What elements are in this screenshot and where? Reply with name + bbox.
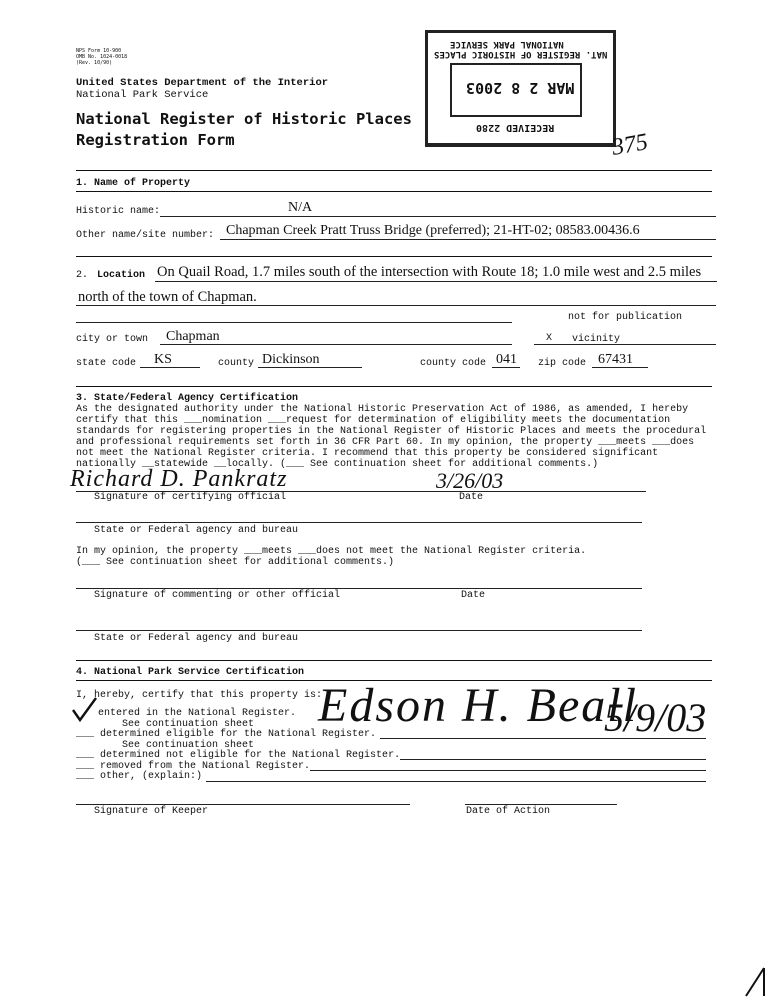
option-entered[interactable]: entered in the National Register. — [98, 708, 297, 719]
other-name-label: Other name/site number: — [76, 230, 215, 241]
not-for-publication-label: not for publication — [568, 312, 683, 323]
stamp-date: MAR 2 8 2003 — [466, 79, 575, 97]
opinion-line-2: (___ See continuation sheet for additional comments.) — [76, 557, 395, 568]
certifying-date-handwritten: 3/26/03 — [436, 468, 504, 493]
rule-section1 — [76, 191, 712, 192]
section1-heading: 1. Name of Property — [76, 178, 191, 189]
handwritten-number: 375 — [609, 129, 650, 161]
keeper-sig-label: Signature of Keeper — [94, 806, 209, 817]
city-value[interactable]: Chapman — [166, 329, 220, 344]
option-other[interactable]: ___ other, (explain:) — [76, 771, 203, 782]
street-line-1 — [155, 281, 717, 282]
agency-line-1 — [76, 522, 642, 523]
keeper-sig-line — [76, 804, 410, 805]
vicinity-mark[interactable]: X — [546, 333, 553, 344]
agency-line-2 — [76, 630, 642, 631]
section3-line-2: certify that this ___nomination ___request for determination of eligibility meets the documentation — [76, 415, 671, 426]
vicinity-label: vicinity — [572, 334, 621, 345]
section3-line-6: nationally __statewide __locally. (___ See continuation sheet for additional comments.) — [76, 459, 599, 470]
section2-heading: Location — [97, 270, 146, 281]
agency-label-1: State or Federal agency and bureau — [94, 525, 299, 536]
form-number: NPS Form 10-900 — [76, 48, 122, 54]
zip-line — [592, 367, 648, 368]
form-title: National Register of Historic Places — [76, 110, 412, 128]
county-code-value[interactable]: 041 — [496, 352, 517, 367]
form-subtitle: Registration Form — [76, 131, 235, 149]
commenting-sig-line — [76, 588, 642, 589]
other-name-line — [220, 239, 716, 240]
section4-heading: 4. National Park Service Certification — [76, 667, 305, 678]
omb-number: OMB No. 1024-0018 — [76, 54, 128, 60]
keeper-date-handwritten: 5/9/03 — [604, 695, 707, 740]
section3-heading: 3. State/Federal Agency Certification — [76, 393, 299, 404]
received-stamp — [425, 30, 616, 147]
stamp-register: NAT. REGISTER OF HISTORIC PLACES — [434, 49, 608, 59]
street-line-2 — [76, 305, 716, 306]
option-removed[interactable]: ___ removed from the National Register. — [76, 760, 311, 772]
county-code-label: county code — [420, 358, 487, 369]
county-label: county — [218, 358, 255, 369]
stamp-service: NATIONAL PARK SERVICE — [450, 39, 564, 49]
section3-line-1: As the designated authority under the National Historic Preservation Act of 1986, as amended, I hereby — [76, 404, 689, 415]
commenting-sig-label: Signature of commenting or other official — [94, 590, 341, 601]
section3-paragraph — [76, 404, 706, 470]
zip-value[interactable]: 67431 — [598, 352, 633, 367]
city-label: city or town — [76, 334, 149, 345]
not-eligible-line — [400, 759, 706, 760]
continuation-sheet-2[interactable]: See continuation sheet — [122, 739, 255, 751]
form-revision: (Rev. 10/90) — [76, 60, 113, 66]
action-date-line — [465, 804, 617, 805]
other-name-value[interactable]: Chapman Creek Pratt Truss Bridge (preferred); 21-HT-02; 08583.00436.6 — [226, 223, 640, 238]
rule-section2-top — [76, 256, 712, 257]
section3-line-5: not meet the National Register criteria. I recommend that this property be considered significant — [76, 448, 659, 459]
section2-number: 2. — [76, 270, 89, 281]
section3-line-4: and professional requirements set forth in 36 CFR Part 60. In my opinion, the property ___meets ___does — [76, 437, 695, 448]
state-code-line — [140, 367, 200, 368]
commenting-date-label: Date — [461, 590, 486, 601]
removed-line — [310, 770, 706, 771]
certifying-sig-label: Signature of certifying official — [94, 492, 287, 503]
agency-label-2: State or Federal agency and bureau — [94, 633, 299, 644]
service-name: National Park Service — [76, 89, 209, 101]
option-not-eligible[interactable]: ___ determined not eligible for the National Register. — [76, 750, 401, 761]
historic-name-value[interactable]: N/A — [288, 200, 313, 215]
location-street-line1[interactable]: On Quail Road, 1.7 miles south of the intersection with Route 18; 1.0 mile west and 2.5 miles — [157, 264, 702, 280]
city-line — [160, 344, 512, 345]
option-determined-eligible[interactable]: ___ determined eligible for the National Register. — [76, 729, 377, 740]
section3-line-3: standards for registering properties in the National Register of Historic Places and meets the procedural — [76, 426, 707, 437]
state-code-value[interactable]: KS — [154, 352, 172, 367]
historic-name-line — [160, 216, 716, 217]
rule-section3-top — [76, 386, 712, 387]
certifying-date-label: Date — [459, 492, 484, 503]
other-line — [206, 781, 706, 782]
location-street-line2[interactable]: north of the town of Chapman. — [78, 289, 257, 305]
rule-section4-top — [76, 660, 712, 661]
stamp-date-box — [450, 63, 582, 117]
keeper-signature: Edson H. Beall — [318, 679, 638, 732]
rule-top — [76, 170, 712, 171]
stamp-received: RECEIVED 2280 — [476, 122, 555, 133]
continuation-sheet-1[interactable]: See continuation sheet — [122, 718, 255, 730]
historic-name-label: Historic name: — [76, 206, 161, 217]
action-date-label: Date of Action — [466, 806, 551, 817]
certifying-signature: Richard D. Pankratz — [70, 466, 288, 492]
county-code-line — [492, 367, 520, 368]
vicinity-line — [534, 344, 716, 345]
street-blank-line — [76, 322, 512, 323]
opinion-line-1: In my opinion, the property ___meets ___does not meet the National Register criteria. — [76, 546, 587, 557]
county-line — [258, 367, 362, 368]
state-code-label: state code — [76, 358, 137, 369]
county-value[interactable]: Dickinson — [262, 352, 320, 367]
zip-label: zip code — [538, 358, 587, 369]
agency-name: United States Department of the Interior — [76, 77, 329, 89]
scan-mark-icon — [742, 966, 768, 998]
section4-intro: I, hereby, certify that this property is: — [76, 690, 323, 701]
